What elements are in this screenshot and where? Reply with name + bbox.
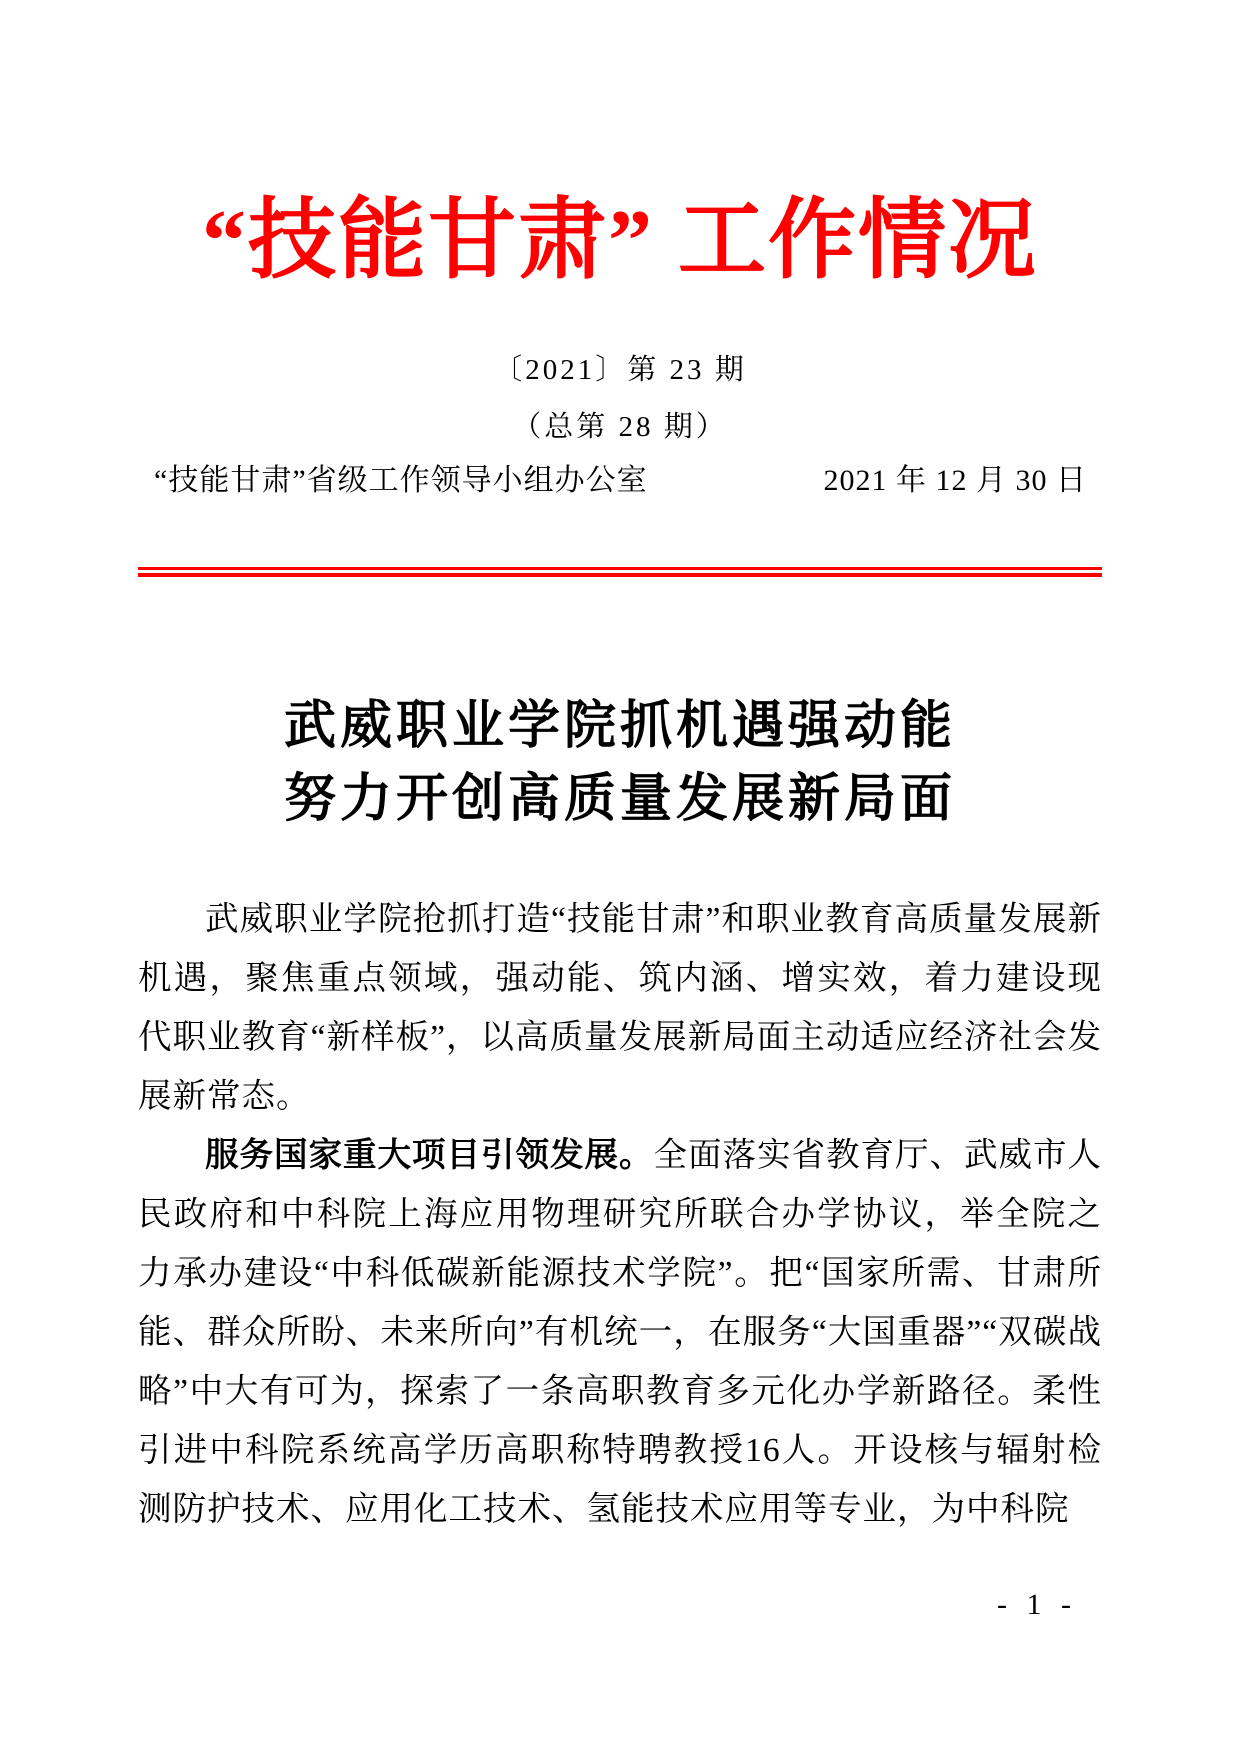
article-title-line1: 武威职业学院抓机遇强动能	[283, 698, 956, 755]
issue-number: 〔2021〕第 23 期	[493, 354, 747, 386]
double-red-rule	[138, 567, 1102, 577]
paragraph-major-projects	[138, 1126, 1102, 1539]
paragraph-intro-text: 武威职业学院抢抓打造“技能甘肃”和职业教育高质量发展新机遇，聚焦重点领域，强动能、筑内涵、增实效，着力建设现代职业教育“新样板”，以高质量发展新局面主动适应经济社会发展新常态。	[138, 901, 1102, 1115]
article-title-line2: 努力开创高质量发展新局面	[283, 771, 956, 828]
paragraph-lead-in: 服务国家重大项目引领发展。	[205, 1137, 654, 1174]
masthead-title: “技能甘肃” 工作情况	[201, 193, 1038, 290]
page-content	[138, 0, 1102, 1539]
page-number: - 1 -	[997, 1588, 1077, 1621]
paragraph-major-projects-text: 全面落实省教育厅、武威市人民政府和中科院上海应用物理研究所联合办学协议，举全院之力承办建设“中科低碳新能源技术学院”。把“国家所需、甘肃所能、群众所盼、未来所向”有机统一，在服务“大国重器”“双碳战略”中大有可为，探索了一条高职教育多元化办学新路径。柔性引进中科院系统高学历高职称特聘教授16人。开设核与辐射检测防护技术、应用化工技术、氢能技术应用等专业，为中科院	[138, 1137, 1102, 1528]
bulletin-header	[138, 0, 1102, 577]
issuing-office: “技能甘肃”省级工作领导小组办公室	[154, 464, 648, 497]
article-body	[138, 690, 1102, 1539]
paragraph-intro	[138, 890, 1102, 1126]
office-date-row	[138, 462, 1102, 499]
issue-date: 2021 年 12 月 30 日	[823, 464, 1087, 497]
cumulative-issue-number: （总第 28 期）	[512, 411, 728, 443]
article-title	[138, 690, 1102, 836]
